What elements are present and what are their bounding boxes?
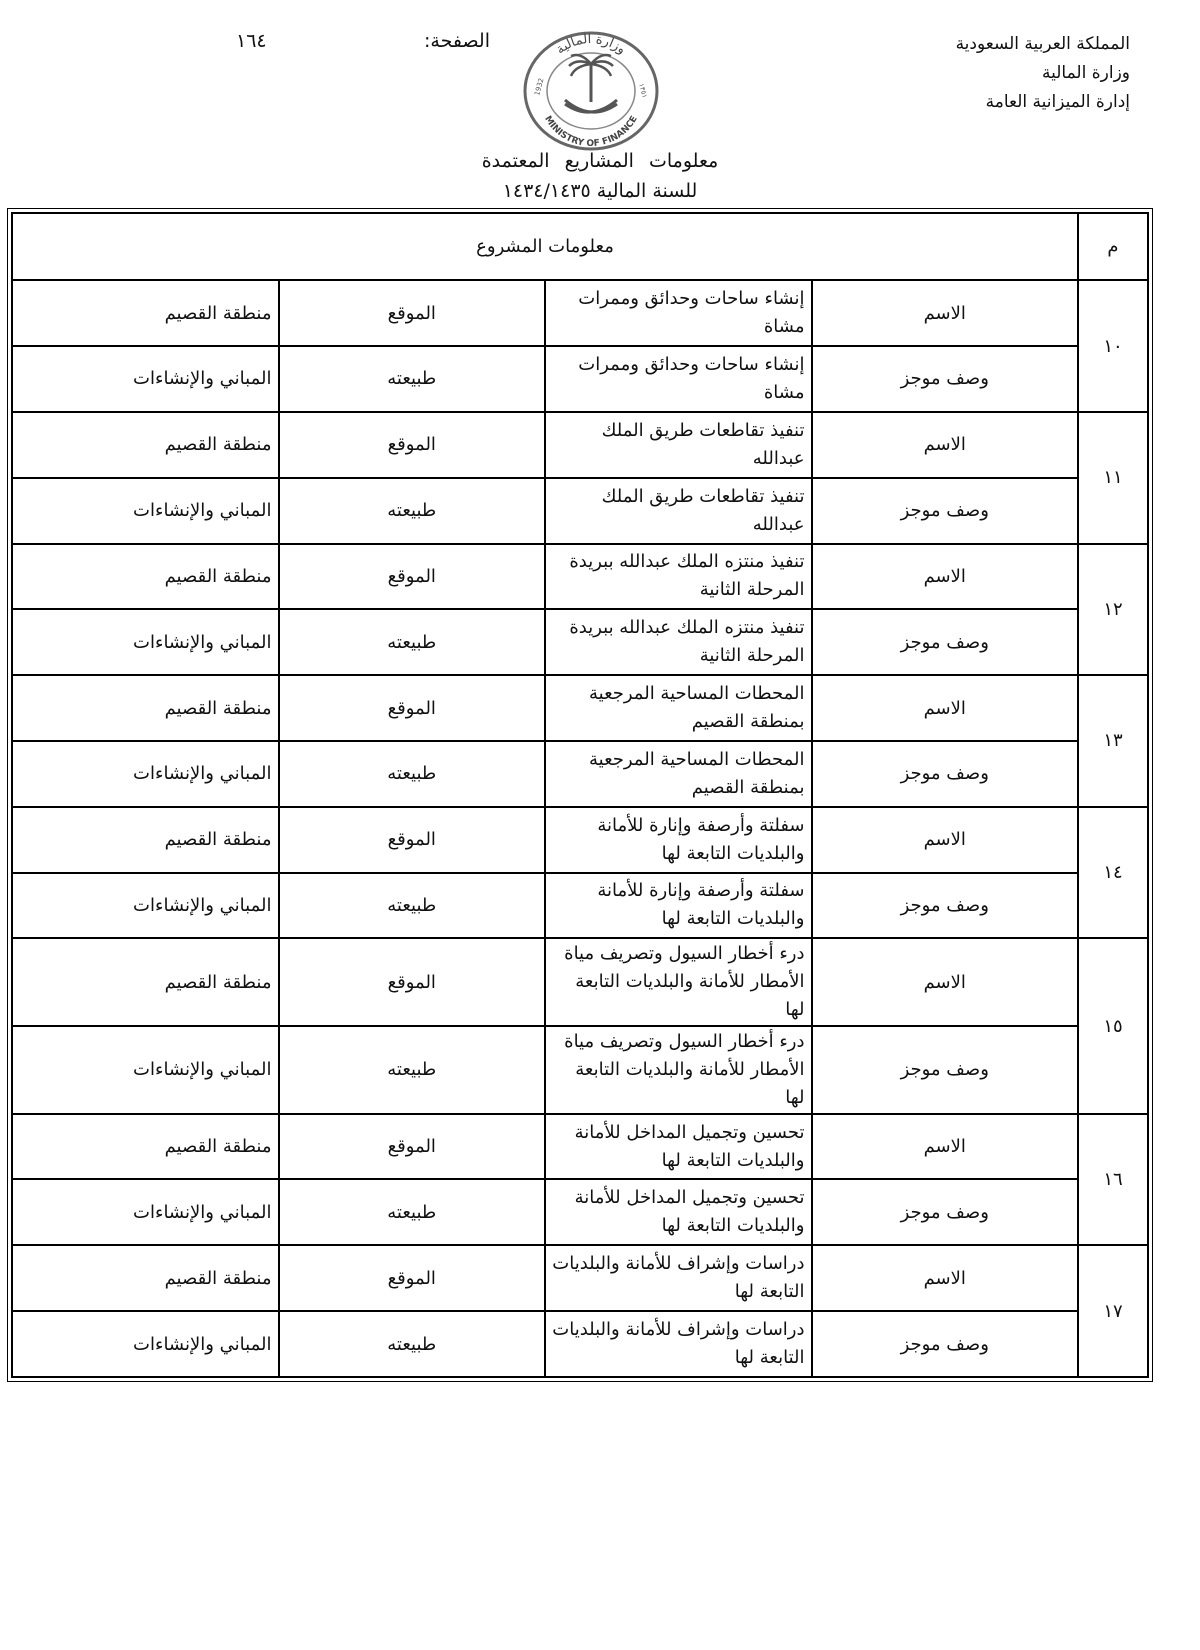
page-label: الصفحة: [423,30,490,52]
emblem-arabic-text: وزارة المالية [553,31,629,58]
project-description-row [12,741,1148,807]
nature-label: طبيعته [279,609,546,675]
project-description-row [12,1311,1148,1377]
name-label: الاسم [812,675,1079,741]
name-label: الاسم [812,544,1079,610]
project-number: ١٣ [1078,675,1148,807]
name-label: الاسم [812,1245,1079,1311]
project-description: تنفيذ تقاطعات طريق الملك عبدالله [545,478,812,544]
description-label: وصف موجز [812,478,1079,544]
project-name-row [12,412,1148,478]
ministry-name: وزارة المالية [1042,63,1130,83]
project-number: ١١ [1078,412,1148,544]
project-location: منطقة القصيم [12,938,279,1026]
project-nature: المباني والإنشاءات [12,478,279,544]
project-description: المحطات المساحية المرجعية بمنطقة القصيم [545,741,812,807]
project-description-row [12,1179,1148,1245]
project-nature: المباني والإنشاءات [12,346,279,412]
project-number: ١٤ [1078,807,1148,939]
location-label: الموقع [279,412,546,478]
name-label: الاسم [812,280,1079,346]
project-description-row [12,346,1148,412]
project-name: تنفيذ منتزه الملك عبدالله ببريدة المرحلة الثانية [545,544,812,610]
description-label: وصف موجز [812,1179,1079,1245]
project-description-row [12,478,1148,544]
project-description: دراسات وإشراف للأمانة والبلديات التابعة لها [545,1311,812,1377]
project-name-row [12,1114,1148,1180]
column-header-project-info: معلومات المشروع [12,213,1078,280]
project-description: سفلتة وأرصفة وإنارة للأمانة والبلديات التابعة لها [545,873,812,939]
project-location: منطقة القصيم [12,675,279,741]
project-nature: المباني والإنشاءات [12,1311,279,1377]
emblem-year-gregorian: 1932 [533,77,546,97]
name-label: الاسم [812,1114,1079,1180]
project-location: منطقة القصيم [12,544,279,610]
project-number: ١٦ [1078,1114,1148,1246]
page-number: ١٦٤ [236,30,267,52]
project-name: دراسات وإشراف للأمانة والبلديات التابعة لها [545,1245,812,1311]
page-number-block [230,30,490,66]
project-name: تنفيذ تقاطعات طريق الملك عبدالله [545,412,812,478]
project-name: درء أخطار السيول وتصريف مياة الأمطار للأمانة والبلديات التابعة لها [545,938,812,1026]
description-label: وصف موجز [812,346,1079,412]
project-name-row [12,280,1148,346]
location-label: الموقع [279,544,546,610]
project-number: ١٢ [1078,544,1148,676]
project-location: منطقة القصيم [12,280,279,346]
emblem-english-text: MINISTRY OF FINANCE [542,114,640,150]
project-nature: المباني والإنشاءات [12,1026,279,1114]
location-label: الموقع [279,807,546,873]
project-location: منطقة القصيم [12,807,279,873]
description-label: وصف موجز [812,609,1079,675]
description-label: وصف موجز [812,1311,1079,1377]
table-header-row [12,213,1148,280]
location-label: الموقع [279,1114,546,1180]
project-name: سفلتة وأرصفة وإنارة للأمانة والبلديات التابعة لها [545,807,812,873]
project-location: منطقة القصيم [12,1114,279,1180]
project-name-row [12,807,1148,873]
location-label: الموقع [279,280,546,346]
project-location: منطقة القصيم [12,412,279,478]
project-description: تحسين وتجميل المداخل للأمانة والبلديات التابعة لها [545,1179,812,1245]
svg-text:MINISTRY OF FINANCE [542,114,640,149]
description-label: وصف موجز [812,1026,1079,1114]
issuer-block [870,30,1130,117]
name-label: الاسم [812,807,1079,873]
project-name: إنشاء ساحات وحدائق وممرات مشاة [545,280,812,346]
project-name: المحطات المساحية المرجعية بمنطقة القصيم [545,675,812,741]
project-name-row [12,1245,1148,1311]
nature-label: طبيعته [279,1026,546,1114]
project-nature: المباني والإنشاءات [12,609,279,675]
project-name-row [12,938,1148,1026]
description-label: وصف موجز [812,741,1079,807]
projects-table [11,212,1149,1378]
name-label: الاسم [812,938,1079,1026]
column-header-number: م [1078,213,1148,280]
nature-label: طبيعته [279,346,546,412]
project-nature: المباني والإنشاءات [12,1179,279,1245]
location-label: الموقع [279,938,546,1026]
ministry-emblem-icon [521,30,661,152]
project-name: تحسين وتجميل المداخل للأمانة والبلديات التابعة لها [545,1114,812,1180]
kingdom-name: المملكة العربية السعودية [955,34,1130,54]
emblem-year-hijri: ١٣٥١ [637,82,649,100]
project-number: ١٧ [1078,1245,1148,1377]
project-number: ١٠ [1078,280,1148,412]
department-name: إدارة الميزانية العامة [985,92,1130,112]
nature-label: طبيعته [279,1179,546,1245]
project-description: درء أخطار السيول وتصريف مياة الأمطار للأمانة والبلديات التابعة لها [545,1026,812,1114]
location-label: الموقع [279,675,546,741]
nature-label: طبيعته [279,478,546,544]
project-description: تنفيذ منتزه الملك عبدالله ببريدة المرحلة الثانية [545,609,812,675]
document-title: معلومات المشاريع المعتمدة [481,150,719,172]
nature-label: طبيعته [279,873,546,939]
project-location: منطقة القصيم [12,1245,279,1311]
location-label: الموقع [279,1245,546,1311]
nature-label: طبيعته [279,741,546,807]
project-nature: المباني والإنشاءات [12,741,279,807]
project-number: ١٥ [1078,938,1148,1113]
name-label: الاسم [812,412,1079,478]
nature-label: طبيعته [279,1311,546,1377]
project-description: إنشاء ساحات وحدائق وممرات مشاة [545,346,812,412]
project-nature: المباني والإنشاءات [12,873,279,939]
project-name-row [12,544,1148,610]
description-label: وصف موجز [812,873,1079,939]
project-name-row [12,675,1148,741]
project-description-row [12,1026,1148,1114]
fiscal-year-subtitle: للسنة المالية ١٤٣٤/١٤٣٥ [502,180,698,202]
project-description-row [12,609,1148,675]
project-description-row [12,873,1148,939]
